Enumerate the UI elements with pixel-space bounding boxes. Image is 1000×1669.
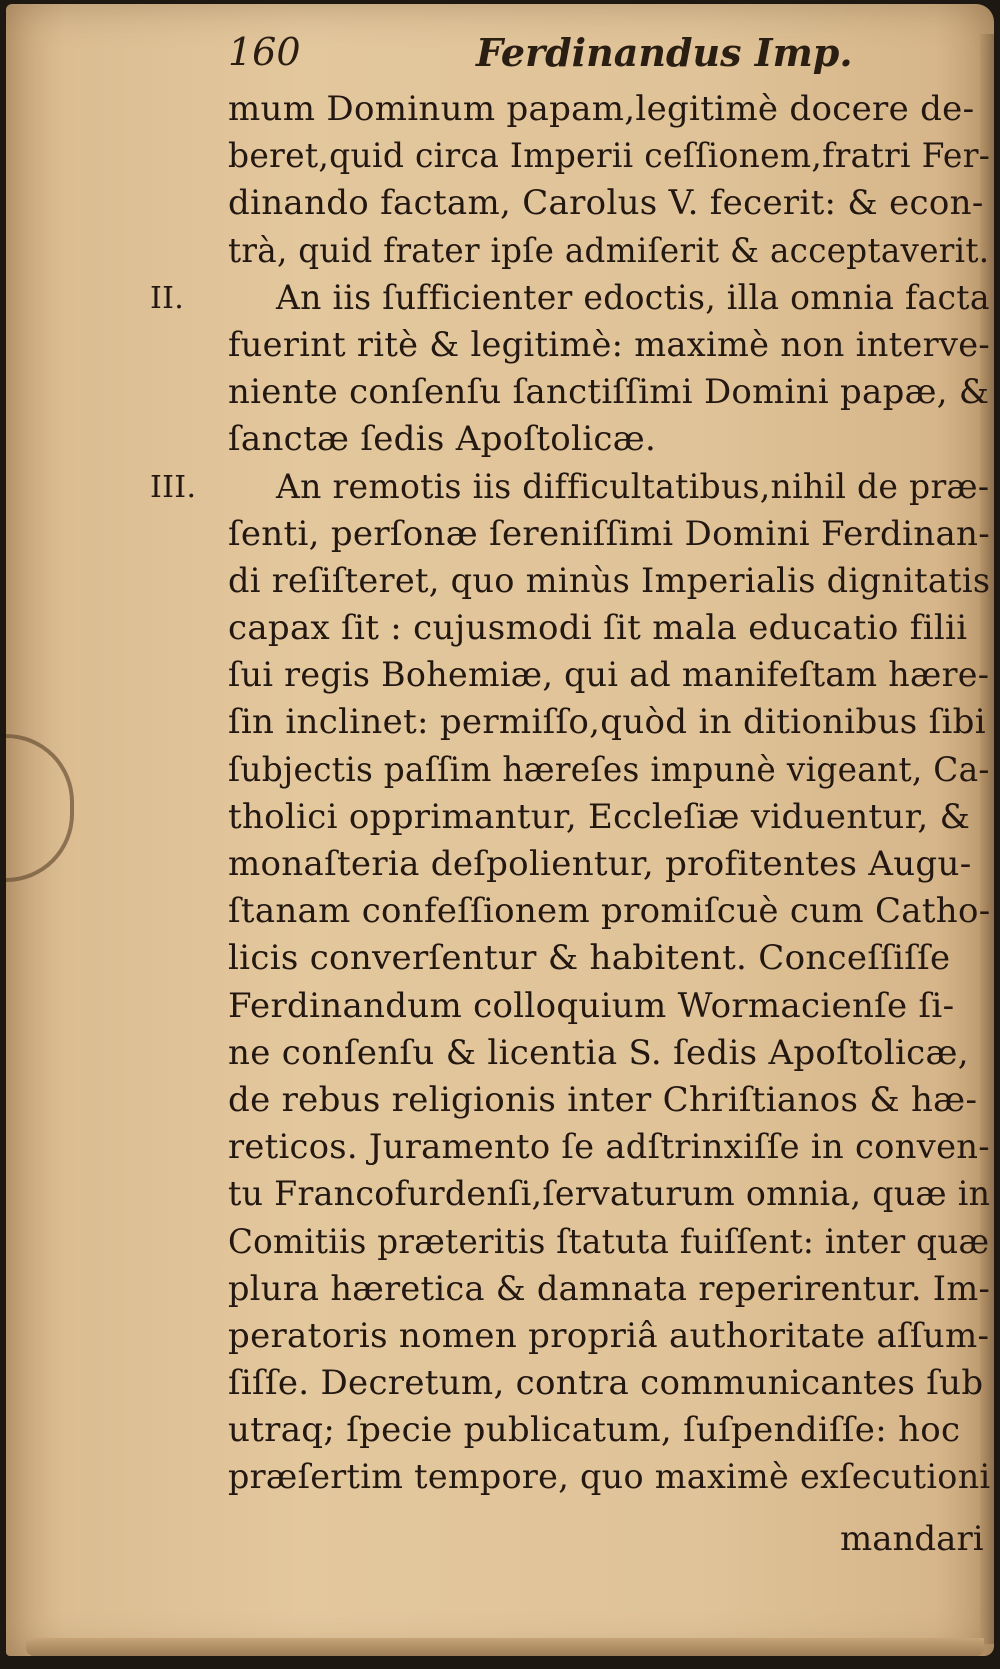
text-line xyxy=(150,558,990,605)
line-text: trà, quid frater ipſe admiſerit & acceptaverit. xyxy=(228,230,990,271)
text-line xyxy=(150,794,990,841)
text-line xyxy=(150,983,990,1030)
line-text: ſanctæ ſedis Apoſtolicæ. xyxy=(228,419,657,460)
line-text: monaſteria deſpolientur, profitentes Augu- xyxy=(228,844,972,884)
page-bottom-edge xyxy=(26,1638,984,1656)
text-line xyxy=(150,1360,990,1407)
line-text: ſin inclinet: permiſſo,quòd in ditionibus ſibi xyxy=(228,702,986,743)
line-text: dinando factam, Carolus V. fecerit: & econ- xyxy=(228,183,984,224)
text-line xyxy=(150,888,990,935)
text-line xyxy=(150,1124,990,1171)
catchword: mandari xyxy=(840,1519,984,1559)
line-text: niente conſenſu ſanctiſſimi Domini papæ, & xyxy=(228,372,990,413)
line-text: ſtanam confeſſionem promiſcuè cum Catho- xyxy=(228,891,991,932)
text-block xyxy=(150,86,990,1502)
line-text: capax ſit : cujusmodi ſit mala educatio filii xyxy=(228,608,968,649)
line-text: ſui regis Bohemiæ, qui ad manifeſtam hære- xyxy=(228,655,990,696)
line-text: licis converſentur & habitent. Conceſſiſſe xyxy=(228,938,951,979)
line-text: Comitiis præteritis ſtatuta fuiſſent: inter quæ xyxy=(228,1221,990,1262)
line-text: An remotis iis difficultatibus,nihil de præ- xyxy=(276,466,990,507)
question-marker: III. xyxy=(150,469,197,505)
line-text: An iis ſufficienter edoctis, illa omnia facta xyxy=(276,277,990,318)
line-text: plura hæretica & damnata reperirentur. Im- xyxy=(228,1268,991,1309)
text-line xyxy=(150,1454,990,1501)
running-head: Ferdinandus Imp. xyxy=(476,30,853,75)
text-line xyxy=(150,464,990,511)
line-text: præſertim tempore, quo maximè exſecutioni xyxy=(228,1457,991,1498)
text-line xyxy=(150,228,990,275)
line-text: di reſiſteret, quo minùs Imperialis dignitatis xyxy=(228,560,991,601)
line-text: fuerint ritè & legitimè: maximè non interve- xyxy=(228,324,991,365)
line-text: ne conſenſu & licentia S. ſedis Apoſtolicæ, xyxy=(228,1032,969,1073)
text-line xyxy=(150,605,990,652)
line-text: ſubjectis paſſim hæreſes impunè vigeant, Ca- xyxy=(228,749,990,790)
text-line xyxy=(150,652,990,699)
line-text: de rebus religionis inter Chriſtianos & hæ- xyxy=(228,1079,978,1120)
text-line xyxy=(150,1313,990,1360)
line-text: reticos. Juramento ſe adſtrinxiſſe in conven- xyxy=(228,1127,990,1168)
text-line xyxy=(150,322,990,369)
text-line xyxy=(150,1030,990,1077)
text-line xyxy=(150,1077,990,1124)
line-text: tholici opprimantur, Eccleſiæ viduentur, & xyxy=(228,796,971,837)
page-header xyxy=(228,30,928,80)
text-line xyxy=(150,699,990,746)
line-text: mum Dominum papam,legitimè docere de- xyxy=(228,89,975,129)
folio-number: 160 xyxy=(228,30,301,74)
text-line xyxy=(150,133,990,180)
line-text: tu Francofurdenſi,ſervaturum omnia, quæ in xyxy=(228,1174,991,1215)
line-text: Ferdinandum colloquium Wormacienſe ſi- xyxy=(228,985,955,1026)
line-text: ſenti, perſonæ ſereniſſimi Domini Ferdinan- xyxy=(228,513,991,554)
question-marker: II. xyxy=(150,280,185,316)
text-line xyxy=(150,86,990,133)
text-line xyxy=(150,180,990,227)
text-line xyxy=(150,747,990,794)
line-text: utraq; ſpecie publicatum, ſuſpendiſſe: hoc xyxy=(228,1410,961,1451)
text-line xyxy=(150,1266,990,1313)
line-text: peratoris nomen propriâ authoritate aſſum- xyxy=(228,1315,990,1356)
text-line xyxy=(150,369,990,416)
binding-clasp-shadow xyxy=(6,734,74,882)
text-line xyxy=(150,841,990,888)
text-line xyxy=(150,1407,990,1454)
text-line xyxy=(150,1219,990,1266)
line-text: beret,quid circa Imperii ceſſionem,fratri Fer- xyxy=(228,136,991,177)
text-line xyxy=(150,416,990,463)
text-line xyxy=(150,511,990,558)
text-line xyxy=(150,1171,990,1218)
text-line xyxy=(150,935,990,982)
text-line xyxy=(150,275,990,322)
line-text: ſiſſe. Decretum, contra communicantes ſub xyxy=(228,1363,984,1404)
